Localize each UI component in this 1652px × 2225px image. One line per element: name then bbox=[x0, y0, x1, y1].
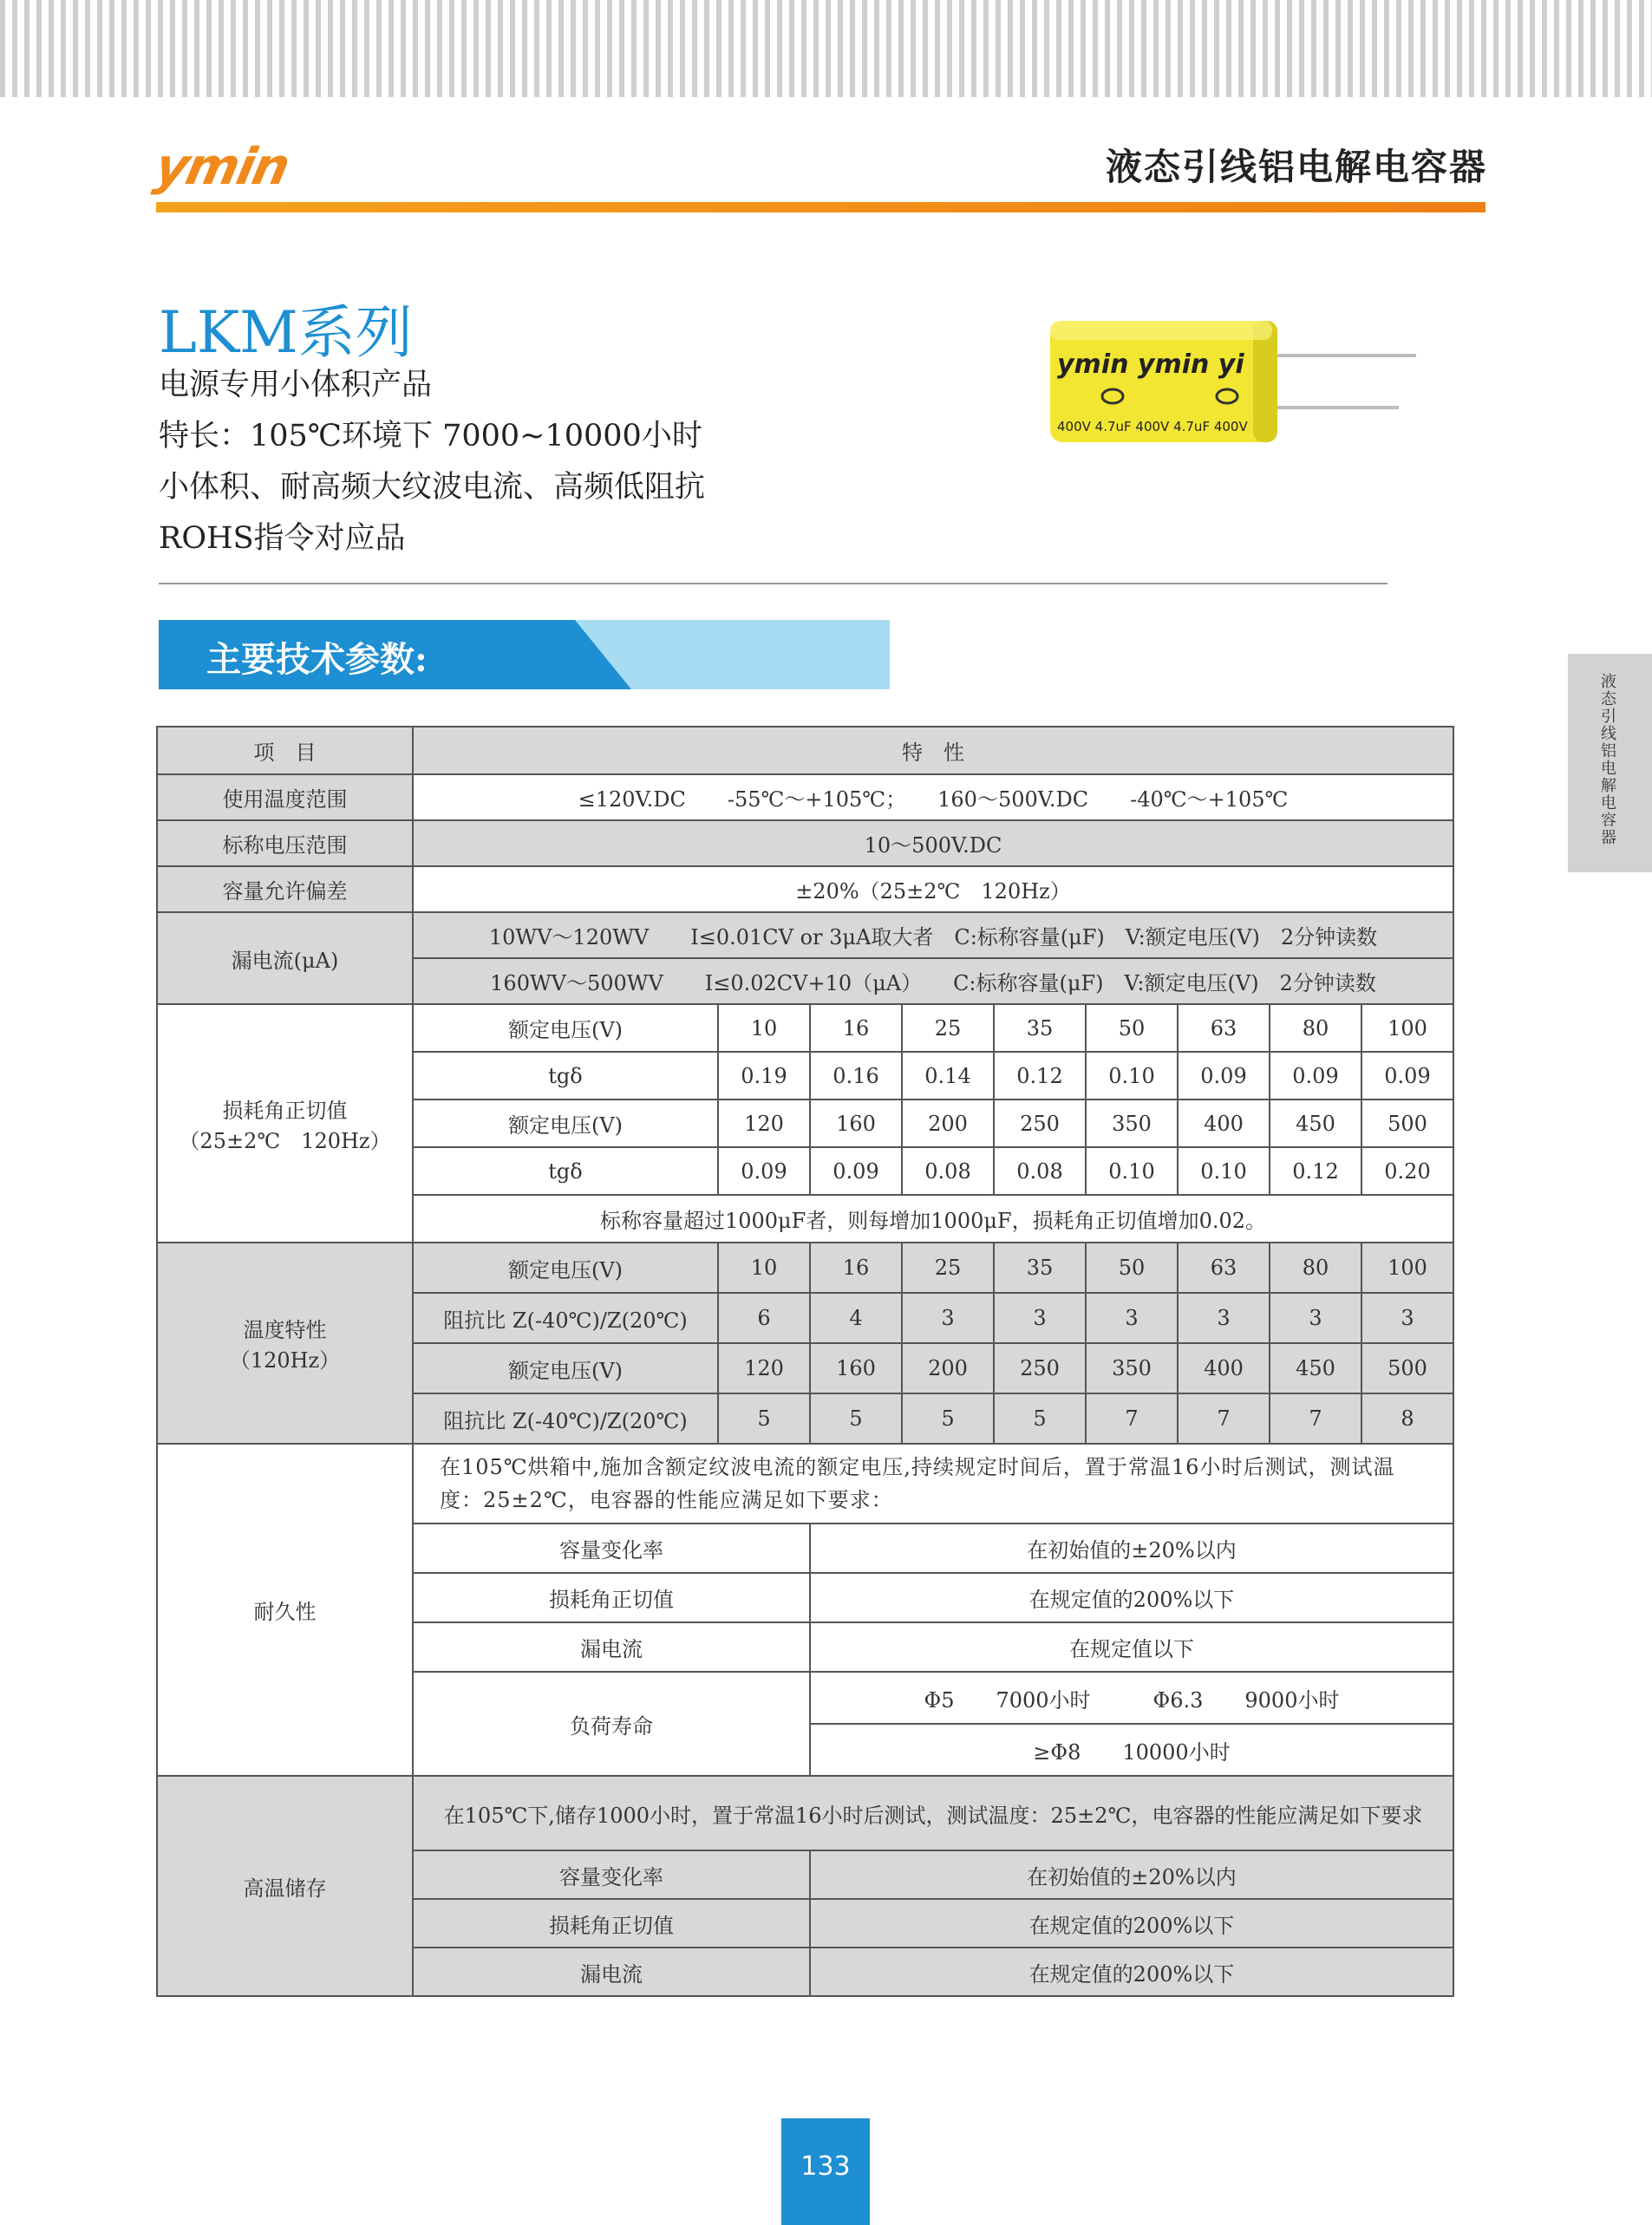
temp-voltage-cell: 500 bbox=[1361, 1343, 1453, 1393]
storage-tan-label: 损耗角正切值 bbox=[413, 1899, 810, 1948]
tan-voltage-cell: 10 bbox=[718, 1004, 810, 1052]
leakage-line-2: 160WV～500WV I≤0.02CV+10（μA） C:标称容量(μF) V:额定电压(V) 2分钟读数 bbox=[413, 958, 1453, 1004]
tan-voltage-cell: 25 bbox=[902, 1004, 994, 1052]
endurance-life-line-2: ≥Φ8 10000小时 bbox=[810, 1724, 1453, 1776]
tan-voltage-label: 额定电压(V) bbox=[413, 1099, 718, 1147]
side-tab-label: 液态引线铝电解电容器 bbox=[1598, 673, 1616, 846]
tan-value-cell: 0.10 bbox=[1086, 1147, 1178, 1195]
tan-tg-label: tgδ bbox=[413, 1147, 718, 1195]
header-spec: 特 性 bbox=[413, 727, 1453, 774]
tan-voltage-cell: 80 bbox=[1270, 1004, 1361, 1052]
temp-ratio-cell: 4 bbox=[810, 1293, 902, 1343]
tan-voltage-cell: 160 bbox=[810, 1099, 902, 1147]
temp-ratio-cell: 5 bbox=[994, 1393, 1086, 1444]
tan-value-cell: 0.09 bbox=[1361, 1052, 1453, 1099]
spec-table bbox=[156, 726, 1454, 1997]
cap-tolerance-label: 容量允许偏差 bbox=[157, 866, 413, 912]
temp-ratio-cell: 8 bbox=[1361, 1393, 1453, 1444]
storage-label: 高温储存 bbox=[157, 1776, 413, 1996]
capacitor-product-image bbox=[1045, 308, 1418, 460]
tan-voltage-cell: 100 bbox=[1361, 1004, 1453, 1052]
tan-voltage-cell: 16 bbox=[810, 1004, 902, 1052]
tan-value-cell: 0.09 bbox=[718, 1147, 810, 1195]
tan-voltage-cell: 250 bbox=[994, 1099, 1086, 1147]
tan-value-cell: 0.10 bbox=[1086, 1052, 1178, 1099]
endurance-tan-label: 损耗角正切值 bbox=[413, 1573, 810, 1622]
description-line: 电源专用小体积产品 bbox=[159, 368, 433, 402]
temp-voltage-cell: 100 bbox=[1361, 1243, 1453, 1293]
temp-ratio-cell: 3 bbox=[1270, 1293, 1361, 1343]
temp-ratio-label: 阻抗比 Z(-40℃)/Z(20℃) bbox=[413, 1393, 718, 1444]
tan-value-cell: 0.12 bbox=[1270, 1147, 1361, 1195]
series-description bbox=[159, 360, 705, 564]
category-title: 液态引线铝电解电容器 bbox=[1105, 146, 1487, 188]
storage-cap-label: 容量变化率 bbox=[413, 1850, 810, 1899]
tan-voltage-cell: 200 bbox=[902, 1099, 994, 1147]
temp-voltage-cell: 450 bbox=[1270, 1343, 1361, 1393]
endurance-label: 耐久性 bbox=[157, 1444, 413, 1776]
tan-voltage-cell: 120 bbox=[718, 1099, 810, 1147]
tan-value-cell: 0.09 bbox=[1178, 1052, 1270, 1099]
temp-voltage-cell: 400 bbox=[1178, 1343, 1270, 1393]
tan-voltage-cell: 350 bbox=[1086, 1099, 1178, 1147]
tan-value-cell: 0.09 bbox=[1270, 1052, 1361, 1099]
tan-note: 标称容量超过1000μF者，则每增加1000μF，损耗角正切值增加0.02。 bbox=[413, 1195, 1453, 1243]
temp-voltage-label: 额定电压(V) bbox=[413, 1243, 718, 1293]
header-divider bbox=[156, 202, 1485, 212]
voltage-range-label: 标称电压范围 bbox=[157, 820, 413, 866]
section-banner-title: 主要技术参数: bbox=[206, 639, 428, 680]
temp-char-label bbox=[157, 1243, 413, 1444]
tan-value-cell: 0.16 bbox=[810, 1052, 902, 1099]
temp-voltage-cell: 63 bbox=[1178, 1243, 1270, 1293]
tan-voltage-cell: 400 bbox=[1178, 1099, 1270, 1147]
temp-ratio-label: 阻抗比 Z(-40℃)/Z(20℃) bbox=[413, 1293, 718, 1343]
description-line: 特长：105℃环境下 7000~10000小时 bbox=[159, 419, 702, 453]
section-banner bbox=[159, 620, 890, 689]
storage-leak-value: 在规定值的200%以下 bbox=[810, 1948, 1453, 1996]
series-title: LKM系列 bbox=[159, 299, 413, 366]
temp-ratio-cell: 5 bbox=[902, 1393, 994, 1444]
tan-delta-label-2: （25±2℃ 120Hz） bbox=[179, 1128, 391, 1153]
temp-char-label-2: （120Hz） bbox=[229, 1348, 341, 1373]
description-line: ROHS指令对应品 bbox=[159, 521, 406, 556]
temp-ratio-cell: 7 bbox=[1270, 1393, 1361, 1444]
temp-ratio-cell: 6 bbox=[718, 1293, 810, 1343]
temp-voltage-cell: 50 bbox=[1086, 1243, 1178, 1293]
endurance-tan-value: 在规定值的200%以下 bbox=[810, 1573, 1453, 1622]
top-stripe-band bbox=[0, 0, 1652, 97]
tan-value-cell: 0.08 bbox=[994, 1147, 1086, 1195]
temp-ratio-cell: 3 bbox=[902, 1293, 994, 1343]
tan-voltage-cell: 500 bbox=[1361, 1099, 1453, 1147]
temp-voltage-cell: 16 bbox=[810, 1243, 902, 1293]
temp-voltage-cell: 35 bbox=[994, 1243, 1086, 1293]
endurance-cap-label: 容量变化率 bbox=[413, 1524, 810, 1573]
ymin-logo: ymin bbox=[149, 137, 294, 196]
tan-value-cell: 0.08 bbox=[902, 1147, 994, 1195]
tan-value-cell: 0.12 bbox=[994, 1052, 1086, 1099]
tan-value-cell: 0.19 bbox=[718, 1052, 810, 1099]
temp-voltage-cell: 250 bbox=[994, 1343, 1086, 1393]
tan-value-cell: 0.14 bbox=[902, 1052, 994, 1099]
temp-ratio-cell: 7 bbox=[1086, 1393, 1178, 1444]
temp-ratio-cell: 3 bbox=[1178, 1293, 1270, 1343]
temp-range-label: 使用温度范围 bbox=[157, 774, 413, 820]
voltage-range-value: 10～500V.DC bbox=[413, 820, 1453, 866]
temp-ratio-cell: 3 bbox=[1086, 1293, 1178, 1343]
tan-voltage-label: 额定电压(V) bbox=[413, 1004, 718, 1052]
tan-delta-label bbox=[157, 1004, 413, 1243]
page-number-box bbox=[781, 2118, 870, 2225]
temp-voltage-cell: 25 bbox=[902, 1243, 994, 1293]
temp-range-value: ≤120V.DC -55℃～+105℃； 160～500V.DC -40℃～+105℃ bbox=[413, 774, 1453, 820]
tan-value-cell: 0.09 bbox=[810, 1147, 902, 1195]
tan-voltage-cell: 35 bbox=[994, 1004, 1086, 1052]
leakage-label: 漏电流(μA) bbox=[157, 912, 413, 1004]
endurance-life-label: 负荷寿命 bbox=[413, 1672, 810, 1776]
storage-leak-label: 漏电流 bbox=[413, 1948, 810, 1996]
section-rule bbox=[159, 583, 1388, 584]
storage-tan-value: 在规定值的200%以下 bbox=[810, 1899, 1453, 1948]
temp-voltage-cell: 120 bbox=[718, 1343, 810, 1393]
side-tab bbox=[1568, 654, 1652, 872]
cap-tolerance-value: ±20%（25±2℃ 120Hz） bbox=[413, 866, 1453, 912]
temp-voltage-label: 额定电压(V) bbox=[413, 1343, 718, 1393]
endurance-cap-value: 在初始值的±20%以内 bbox=[810, 1524, 1453, 1573]
temp-voltage-cell: 80 bbox=[1270, 1243, 1361, 1293]
endurance-leak-label: 漏电流 bbox=[413, 1622, 810, 1672]
temp-voltage-cell: 160 bbox=[810, 1343, 902, 1393]
tan-voltage-cell: 63 bbox=[1178, 1004, 1270, 1052]
page-number: 133 bbox=[800, 2151, 851, 2182]
tan-voltage-cell: 50 bbox=[1086, 1004, 1178, 1052]
endurance-life-line-1: Φ5 7000小时 Φ6.3 9000小时 bbox=[810, 1672, 1453, 1724]
storage-cap-value: 在初始值的±20%以内 bbox=[810, 1850, 1453, 1899]
temp-voltage-cell: 200 bbox=[902, 1343, 994, 1393]
temp-voltage-cell: 10 bbox=[718, 1243, 810, 1293]
temp-ratio-cell: 5 bbox=[810, 1393, 902, 1444]
leakage-line-1: 10WV～120WV I≤0.01CV or 3μA取大者 C:标称容量(μF) V:额定电压(V) 2分钟读数 bbox=[413, 912, 1453, 958]
temp-ratio-cell: 3 bbox=[994, 1293, 1086, 1343]
temp-voltage-cell: 350 bbox=[1086, 1343, 1178, 1393]
temp-char-label-1: 温度特性 bbox=[243, 1318, 327, 1342]
tan-delta-label-1: 损耗角正切值 bbox=[222, 1098, 348, 1123]
tan-tg-label: tgδ bbox=[413, 1052, 718, 1099]
description-line: 小体积、耐高频大纹波电流、高频低阻抗 bbox=[159, 470, 706, 505]
endurance-description: 在105℃烘箱中,施加含额定纹波电流的额定电压,持续规定时间后，置于常温16小时后测试，测试温度：25±2℃，电容器的性能应满足如下要求： bbox=[413, 1444, 1453, 1524]
tan-voltage-cell: 450 bbox=[1270, 1099, 1361, 1147]
temp-ratio-cell: 5 bbox=[718, 1393, 810, 1444]
header-item: 项 目 bbox=[157, 727, 413, 774]
endurance-leak-value: 在规定值以下 bbox=[810, 1622, 1453, 1672]
sleeve-brand-text: ymin ymin yi bbox=[1057, 349, 1244, 380]
tan-value-cell: 0.10 bbox=[1178, 1147, 1270, 1195]
temp-ratio-cell: 3 bbox=[1361, 1293, 1453, 1343]
storage-description: 在105℃下,储存1000小时，置于常温16小时后测试，测试温度：25±2℃，电容器的性能应满足如下要求 bbox=[413, 1776, 1453, 1850]
tan-value-cell: 0.20 bbox=[1361, 1147, 1453, 1195]
temp-ratio-cell: 7 bbox=[1178, 1393, 1270, 1444]
sleeve-marking-text: 400V 4.7uF 400V 4.7uF 400V bbox=[1057, 419, 1248, 434]
